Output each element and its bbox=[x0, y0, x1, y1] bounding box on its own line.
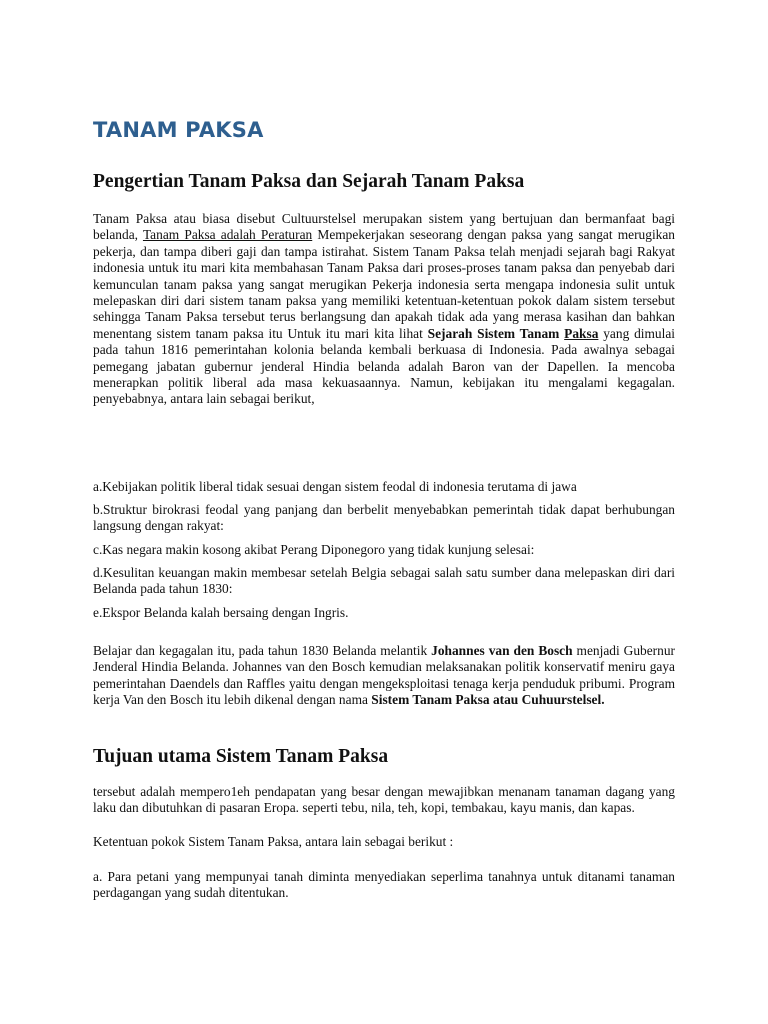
list-item-c: c.Kas negara makin kosong akibat Perang Diponegoro yang tidak kunjung selesai: bbox=[93, 542, 535, 557]
intro-paragraph bbox=[93, 211, 675, 408]
paksa-link[interactable]: Paksa bbox=[564, 325, 599, 341]
list-item-e: e.Ekspor Belanda kalah bersaing dengan Ingris. bbox=[93, 605, 349, 620]
bosch-name-bold: Johannes van den Bosch bbox=[431, 643, 573, 658]
sejarah-bold-text: Sejarah Sistem Tanam bbox=[427, 325, 565, 341]
document-title: TANAM PAKSA bbox=[93, 118, 264, 142]
list-item-a: a.Kebijakan politik liberal tidak sesuai dengan sistem feodal di indonesia terutama di jawa bbox=[93, 479, 577, 494]
ketentuan-item-a: a. Para petani yang mempunyai tanah diminta menyediakan seperlima tanahnya untuk ditanami tanaman perdagangan yang sudah ditentukan. bbox=[93, 869, 675, 901]
tujuan-paragraph: tersebut adalah mempero1eh pendapatan yang besar dengan mewajibkan menanam tanaman dagang yang laku dan dibutuhkan di pasaran Eropa. seperti tebu, nila, teh, kopi, tembakau, kayu manis, dan kapas. bbox=[93, 784, 675, 816]
tanam-paksa-link[interactable]: Tanam Paksa adalah Peraturan bbox=[142, 227, 313, 243]
sistem-name-bold: Sistem Tanam Paksa atau Cuhuurstelsel. bbox=[371, 692, 605, 708]
intro-text-3: yang dimulai pada tahun 1816 pemerintahan kolonia belanda kembali berkuasa di Indonesia. Pada awalnya sebagai pemegang jabatan gubernur jenderal Hindia belanda adalah Baron van der Dapellen. Ia mencoba menerapkan politik liberal ada masa kekuasaannya. Namun, kebijakan itu mengalami kegagalan. penyebabnya, antara lain sebagai berikut, bbox=[93, 325, 676, 407]
ketentuan-intro: Ketentuan pokok Sistem Tanam Paksa, antara lain sebagai berikut : bbox=[93, 834, 454, 849]
closing-text-2: menjadi Gubernur Jenderal Hindia Belanda. Johannes van den Bosch kemudian melaksanakan politik konservatif meniru gaya pemerintahan Daendels dan Raffles yaitu dengan mengeksploitasi tenaga kerja penduduk pribumi. Program kerja Van den Bosch itu lebih dikenal dengan nama bbox=[93, 643, 675, 708]
list-item-d: d.Kesulitan keuangan makin membesar setelah Belgia sebagai salah satu sumber dana melepaskan diri dari Belanda pada tahun 1830: bbox=[93, 565, 675, 597]
list-item-b: b.Struktur birokrasi feodal yang panjang dan berbelit menyebabkan pemerintah tidak dapat berhubungan langsung dengan rakyat: bbox=[93, 502, 675, 534]
section-heading-tujuan: Tujuan utama Sistem Tanam Paksa bbox=[93, 746, 389, 767]
intro-text-1: Tanam Paksa atau biasa disebut Cultuurstelsel merupakan sistem yang bertujuan dan bermanfaat bagi belanda, bbox=[93, 211, 675, 243]
closing-paragraph bbox=[93, 643, 675, 709]
section-heading-pengertian: Pengertian Tanam Paksa dan Sejarah Tanam Paksa bbox=[93, 171, 525, 192]
closing-text-1: Belajar dan kegagalan itu, pada tahun 1830 Belanda melantik bbox=[93, 643, 432, 658]
intro-text-2: Mempekerjakan seseorang dengan paksa yang sangat merugikan pekerja, dan tampa diberi gaji dan tampa istirahat. Sistem Tanam Paksa telah menjadi sejarah bagi Rakyat indonesia untuk itu mari kita membahasan Tanam Paksa dari proses-proses tanam paksa dan penyebab dari kemunculan tanam paksa yang sangat merugikan Pekerja indonesia serta mengapa indonesia sulit untuk melepaskan diri dari sistem tanam paksa yang memiliki ketentuan-ketentuan pokok dalam sistem tersebut sehingga Tanam Paksa tersebut terus berlangsung dan apakah tidak ada yang merasa kasihan dan bahkan menentang sistem tanam paksa itu Untuk itu mari kita lihat bbox=[93, 227, 675, 341]
